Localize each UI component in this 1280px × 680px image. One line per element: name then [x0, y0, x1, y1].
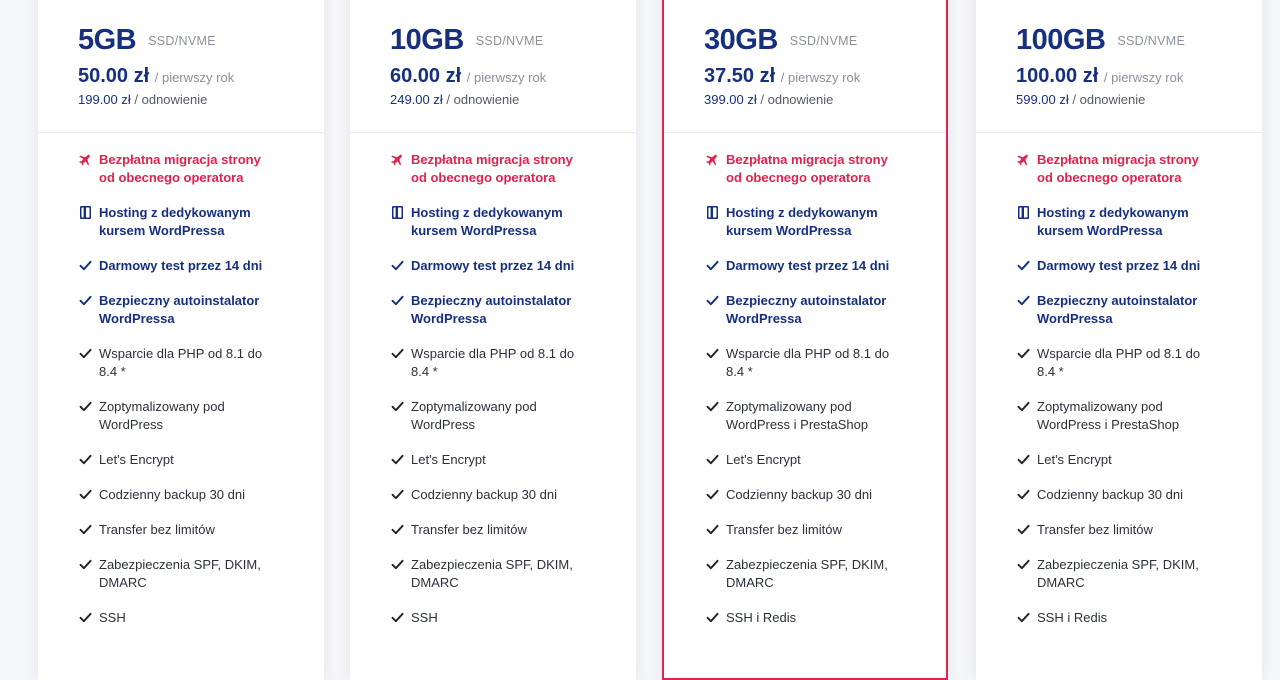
feature-line-1: Wsparcie dla PHP od 8.1 do [726, 346, 890, 361]
feature-line-1: Codzienny backup 30 dni [1037, 487, 1183, 502]
feature-line-2: 8.4 * [1037, 364, 1064, 379]
feature-item [705, 521, 941, 539]
plan-renewal: 399.00 zł / odnowienie [704, 92, 834, 107]
plan-price: 50.00 zł / pierwszy rok [78, 65, 235, 87]
plan-size: 100GB SSD/NVME [1016, 24, 1186, 56]
feature-line-1: Darmowy test przez 14 dni [726, 258, 890, 273]
feature-line-1: Hosting z dedykowanym [726, 205, 878, 220]
feature-item [390, 204, 626, 240]
feature-line-1: Bezpieczny autoinstalator [1037, 293, 1198, 308]
feature-line-2: 8.4 * [411, 364, 438, 379]
feature-item [390, 151, 626, 187]
feature-line-1: Hosting z dedykowanym [1037, 205, 1189, 220]
feature-line-2: kursem WordPressa [411, 223, 537, 238]
feature-line-1: Bezpłatna migracja strony [726, 152, 888, 167]
feature-item [78, 556, 314, 592]
divider [38, 132, 324, 133]
feature-line-2: WordPressa [1037, 311, 1113, 326]
feature-line-2: DMARC [411, 575, 459, 590]
feature-line-2: od obecnego operatora [411, 170, 556, 185]
feature-list [390, 151, 626, 644]
feature-item [78, 204, 314, 240]
feature-line-1: Bezpieczny autoinstalator [726, 293, 887, 308]
feature-item [1016, 345, 1252, 381]
feature-line-2: od obecnego operatora [99, 170, 244, 185]
plan-price: 100.00 zł / pierwszy rok [1016, 65, 1184, 87]
plan-card-10gb[interactable] [350, 0, 636, 680]
feature-line-1: Transfer bez limitów [1037, 522, 1153, 537]
plan-renewal: 199.00 zł / odnowienie [78, 92, 208, 107]
feature-item [78, 521, 314, 539]
feature-line-1: SSH i Redis [1037, 610, 1108, 625]
feature-item [390, 398, 626, 434]
feature-item [390, 345, 626, 381]
feature-list [1016, 151, 1252, 644]
feature-line-2: 8.4 * [726, 364, 753, 379]
feature-line-2: WordPressa [99, 311, 175, 326]
feature-line-2: WordPressa [411, 311, 487, 326]
plan-header [704, 22, 944, 134]
feature-line-1: Zabezpieczenia SPF, DKIM, [99, 557, 261, 572]
feature-line-2: kursem WordPressa [726, 223, 852, 238]
feature-line-2: WordPress i PrestaShop [1037, 417, 1180, 432]
feature-line-1: Let's Encrypt [99, 452, 174, 467]
plan-price-period: / pierwszy rok [1103, 70, 1184, 85]
feature-line-1: Codzienny backup 30 dni [726, 487, 872, 502]
feature-item [78, 257, 314, 275]
feature-line-1: Zoptymalizowany pod [411, 399, 537, 414]
feature-item [1016, 486, 1252, 504]
plan-renewal: 249.00 zł / odnowienie [390, 92, 520, 107]
feature-item [78, 451, 314, 469]
plan-renewal: 599.00 zł / odnowienie [1016, 92, 1146, 107]
feature-line-2: 8.4 * [99, 364, 126, 379]
feature-item [705, 398, 941, 434]
feature-line-1: Codzienny backup 30 dni [411, 487, 557, 502]
plan-header [78, 22, 318, 134]
feature-line-1: Transfer bez limitów [411, 522, 527, 537]
feature-line-1: Wsparcie dla PHP od 8.1 do [99, 346, 263, 361]
feature-line-1: Codzienny backup 30 dni [99, 487, 245, 502]
feature-line-2: WordPressa [726, 311, 802, 326]
feature-line-1: Zabezpieczenia SPF, DKIM, [726, 557, 888, 572]
feature-item [1016, 398, 1252, 434]
plan-header [1016, 22, 1256, 134]
feature-item [390, 257, 626, 275]
feature-line-2: kursem WordPressa [99, 223, 225, 238]
plan-header [390, 22, 630, 134]
feature-line-1: Bezpłatna migracja strony [1037, 152, 1199, 167]
feature-line-1: Darmowy test przez 14 dni [411, 258, 575, 273]
plan-card-100gb[interactable] [976, 0, 1262, 680]
feature-item [78, 292, 314, 328]
plan-card-5gb[interactable] [38, 0, 324, 680]
feature-line-1: Transfer bez limitów [99, 522, 215, 537]
feature-item [390, 556, 626, 592]
feature-line-1: Transfer bez limitów [726, 522, 842, 537]
feature-item [78, 151, 314, 187]
feature-line-1: Darmowy test przez 14 dni [99, 258, 263, 273]
feature-item [705, 345, 941, 381]
feature-line-1: SSH [411, 610, 438, 625]
feature-line-1: Zoptymalizowany pod [1037, 399, 1163, 414]
feature-line-1: SSH [99, 610, 126, 625]
feature-item [705, 609, 941, 627]
plan-price: 60.00 zł / pierwszy rok [390, 65, 547, 87]
feature-item [390, 292, 626, 328]
feature-line-1: Bezpieczny autoinstalator [99, 293, 260, 308]
feature-line-2: od obecnego operatora [726, 170, 871, 185]
feature-item [390, 486, 626, 504]
feature-item [1016, 521, 1252, 539]
feature-item [1016, 556, 1252, 592]
feature-line-1: Hosting z dedykowanym [99, 205, 251, 220]
feature-line-2: DMARC [726, 575, 774, 590]
feature-line-2: WordPress [99, 417, 164, 432]
feature-item [78, 345, 314, 381]
feature-item [78, 398, 314, 434]
plan-price-period: / pierwszy rok [154, 70, 235, 85]
plan-price: 37.50 zł / pierwszy rok [704, 65, 861, 87]
feature-list [705, 151, 941, 644]
feature-item [1016, 609, 1252, 627]
feature-line-1: Let's Encrypt [411, 452, 486, 467]
feature-line-1: Darmowy test przez 14 dni [1037, 258, 1201, 273]
feature-line-2: WordPress i PrestaShop [726, 417, 869, 432]
feature-line-1: Zoptymalizowany pod [99, 399, 225, 414]
feature-item [705, 556, 941, 592]
plan-storage-type: SSD/NVME [1117, 34, 1186, 48]
feature-line-1: Let's Encrypt [726, 452, 801, 467]
plan-size: 5GB SSD/NVME [78, 24, 216, 56]
feature-item [705, 257, 941, 275]
feature-line-1: Wsparcie dla PHP od 8.1 do [411, 346, 575, 361]
plan-size: 10GB SSD/NVME [390, 24, 544, 56]
feature-item [1016, 257, 1252, 275]
feature-item [1016, 151, 1252, 187]
feature-line-2: DMARC [1037, 575, 1085, 590]
divider [664, 132, 946, 133]
feature-line-2: od obecnego operatora [1037, 170, 1182, 185]
feature-line-1: Zabezpieczenia SPF, DKIM, [1037, 557, 1199, 572]
plan-storage-type: SSD/NVME [789, 34, 858, 48]
feature-line-2: kursem WordPressa [1037, 223, 1163, 238]
feature-line-1: Zoptymalizowany pod [726, 399, 852, 414]
feature-line-1: Bezpieczny autoinstalator [411, 293, 572, 308]
feature-item [705, 204, 941, 240]
feature-item [78, 486, 314, 504]
feature-item [1016, 204, 1252, 240]
feature-line-1: Bezpłatna migracja strony [99, 152, 261, 167]
feature-item [390, 451, 626, 469]
plan-price-period: / pierwszy rok [780, 70, 861, 85]
plan-storage-type: SSD/NVME [148, 34, 216, 48]
plan-storage-type: SSD/NVME [475, 34, 544, 48]
feature-line-1: SSH i Redis [726, 610, 797, 625]
feature-line-1: Hosting z dedykowanym [411, 205, 563, 220]
feature-item [705, 292, 941, 328]
feature-item [705, 486, 941, 504]
feature-item [705, 451, 941, 469]
feature-item [1016, 451, 1252, 469]
feature-item [1016, 292, 1252, 328]
feature-line-2: WordPress [411, 417, 476, 432]
feature-line-1: Wsparcie dla PHP od 8.1 do [1037, 346, 1201, 361]
plan-card-30gb[interactable] [662, 0, 948, 680]
plan-price-period: / pierwszy rok [466, 70, 547, 85]
feature-item [390, 609, 626, 627]
feature-line-2: DMARC [99, 575, 147, 590]
feature-item [390, 521, 626, 539]
plan-size: 30GB SSD/NVME [704, 24, 858, 56]
feature-item [78, 609, 314, 627]
feature-line-1: Zabezpieczenia SPF, DKIM, [411, 557, 573, 572]
feature-list [78, 151, 314, 644]
feature-line-1: Bezpłatna migracja strony [411, 152, 573, 167]
divider [976, 132, 1262, 133]
divider [350, 132, 636, 133]
feature-item [705, 151, 941, 187]
feature-line-1: Let's Encrypt [1037, 452, 1112, 467]
